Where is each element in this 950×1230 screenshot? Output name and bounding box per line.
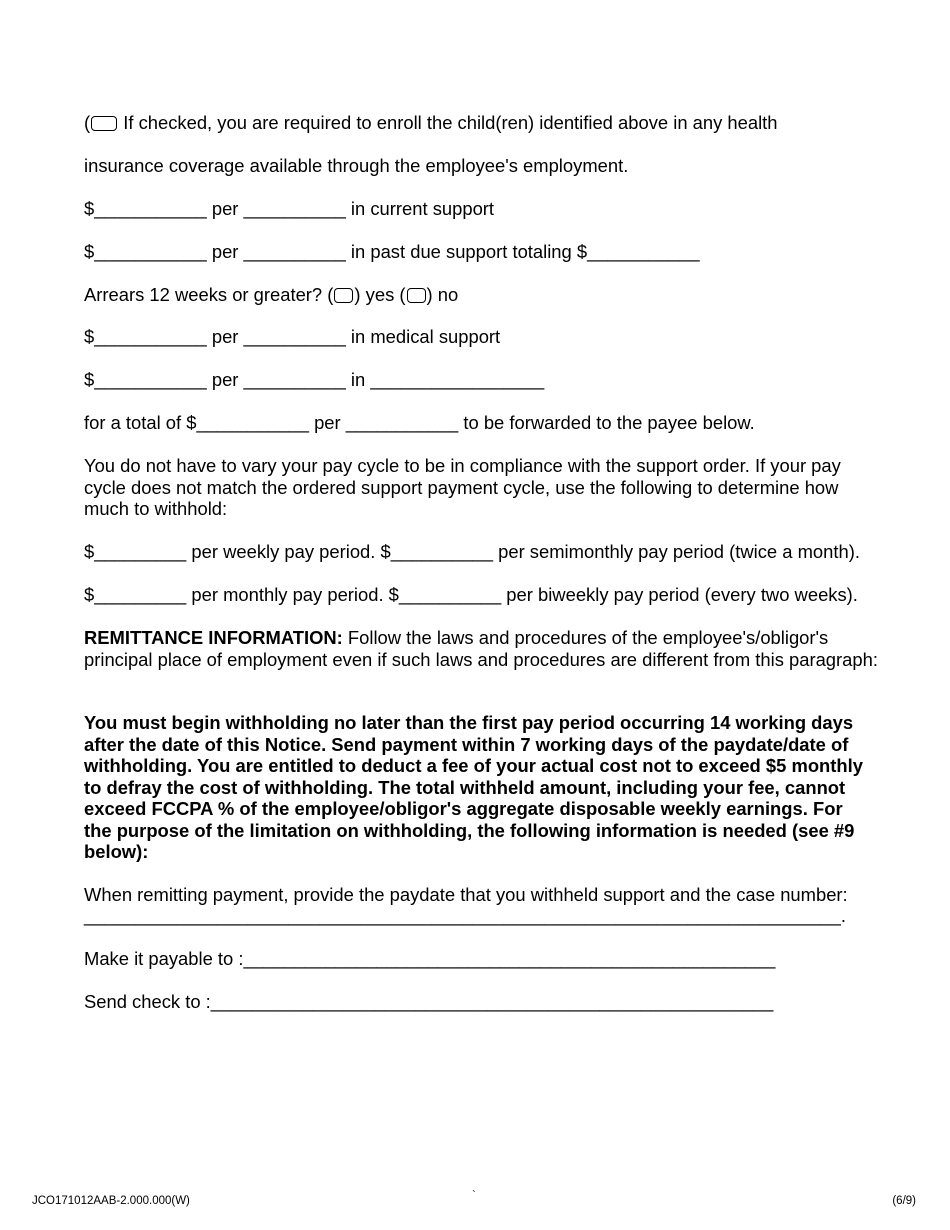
remittance-heading: REMITTANCE INFORMATION: (84, 627, 343, 648)
arrears-yes-checkbox[interactable] (334, 288, 353, 303)
arrears-line (84, 284, 458, 305)
paydate-instruction: When remitting payment, provide the paydate that you withheld support and the case number: (84, 884, 848, 905)
center-mark: ` (472, 1190, 476, 1202)
other-support-line[interactable]: $___________ per __________ in _________________ (84, 369, 545, 390)
paren-open: ( (84, 112, 91, 133)
remittance-paragraph (84, 627, 884, 670)
weekly-pay-line[interactable]: $_________ per weekly pay period. $__________ per semimonthly pay period (twice a month). (84, 541, 860, 562)
page-number: (6/9) (892, 1195, 916, 1207)
payable-to-line[interactable]: Make it payable to :____________________________________________________ (84, 948, 776, 969)
current-support-line[interactable]: $___________ per __________ in current support (84, 198, 495, 219)
arrears-question: Arrears 12 weeks or greater? ( (84, 284, 334, 305)
form-id: JCO171012AAB-2.000.000(W) (32, 1195, 190, 1207)
pay-cycle-paragraph: You do not have to vary your pay cycle to be in compliance with the support order. If your pay cycle does not match the ordered support payment cycle, use the following to determine how much to withhold: (84, 455, 841, 519)
arrears-no-label: ) no (426, 284, 459, 305)
arrears-no-checkbox[interactable] (407, 288, 426, 303)
send-check-line[interactable]: Send check to :_______________________________________________________ (84, 991, 774, 1012)
medical-support-line[interactable]: $___________ per __________ in medical support (84, 326, 501, 347)
past-due-support-line[interactable]: $___________ per __________ in past due support totaling $___________ (84, 241, 700, 262)
health-insurance-checkbox[interactable] (91, 116, 117, 131)
withholding-instructions: You must begin withholding no later than the first pay period occurring 14 working days after the date of this Notice. Send payment within 7 working days of the paydate/date of withholding. You are entitled to deduct a fee of your actual cost not to exceed $5 monthly to defray the cost of withholding. The total withheld amount, including your fee, cannot exceed FCCPA % of the employee/obligor's aggregate disposable weekly earnings. For the purpose of the limitation on withholding, the following information is needed (see #9 below): (84, 712, 863, 862)
case-number-blank[interactable]: __________________________________________________________________________. (84, 905, 846, 926)
health-insurance-text: If checked, you are required to enroll the child(ren) identified above in any health (118, 112, 778, 133)
health-insurance-line (84, 112, 778, 133)
total-support-line[interactable]: for a total of $___________ per ___________ to be forwarded to the payee below. (84, 412, 755, 433)
monthly-pay-line[interactable]: $_________ per monthly pay period. $__________ per biweekly pay period (every two weeks). (84, 584, 858, 605)
health-insurance-line-2: insurance coverage available through the employee's employment. (84, 155, 629, 176)
remittance-text: Follow the laws and procedures of the employee's/obligor's principal place of employment even if such laws and procedures are different from this paragraph: (84, 627, 878, 670)
arrears-yes-label: ) yes ( (354, 284, 406, 305)
